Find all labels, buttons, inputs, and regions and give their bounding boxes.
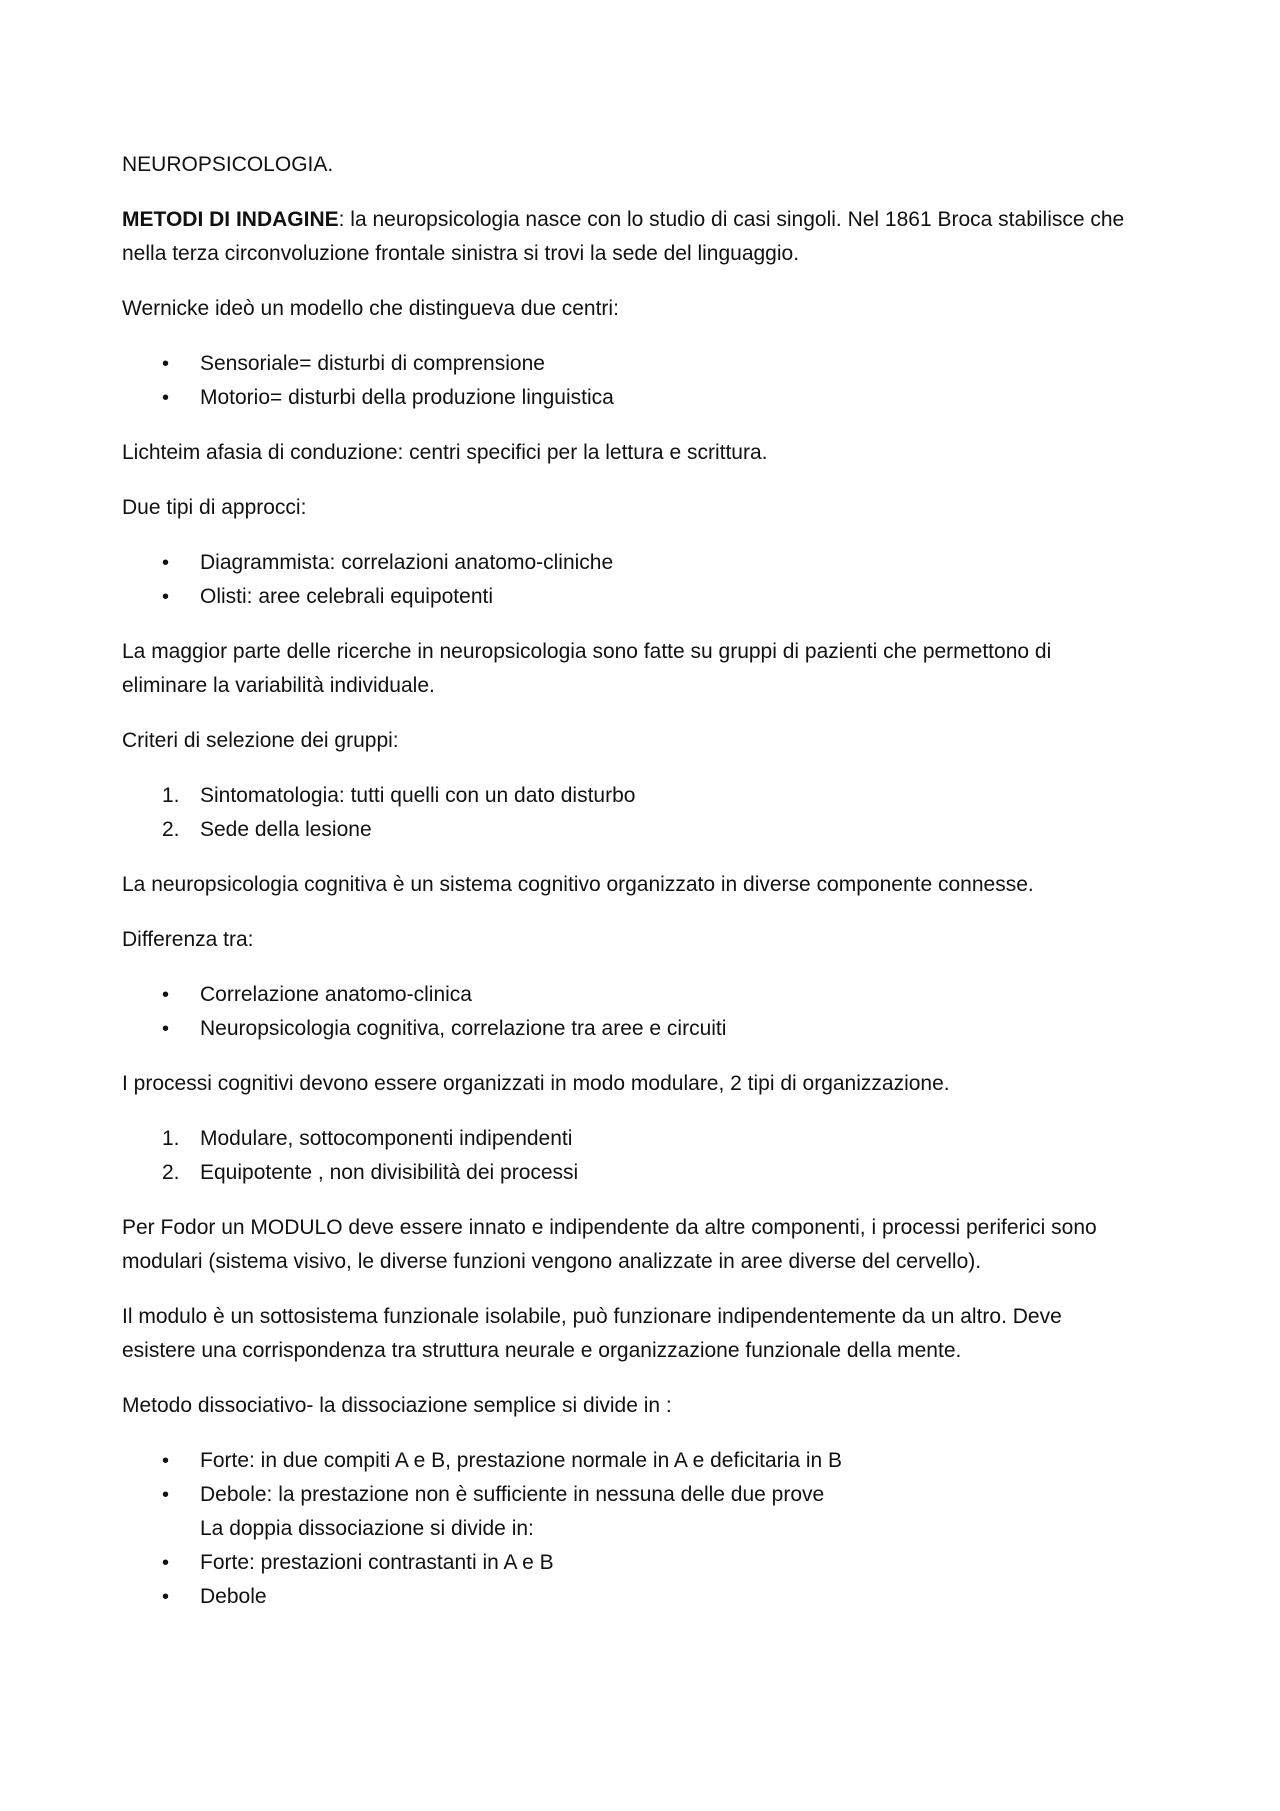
bullet-icon: • — [162, 1450, 170, 1472]
list-item: 2. Sede della lesione — [122, 813, 1140, 847]
list-item: • Sensoriale= disturbi di comprensione — [122, 347, 1140, 381]
section-heading-metodi: METODI DI INDAGINE — [122, 208, 339, 231]
list-item: • Diagrammista: correlazioni anatomo-cliniche — [122, 546, 1140, 580]
bullet-icon: • — [162, 1484, 170, 1506]
numbered-list-organizzazione — [122, 1122, 1140, 1190]
bullet-icon: • — [162, 353, 170, 375]
bullet-icon: • — [162, 1586, 170, 1608]
list-item: 2. Equipotente , non divisibilità dei processi — [122, 1156, 1140, 1190]
paragraph-metodi-di-indagine — [122, 203, 1140, 271]
bullet-icon: • — [162, 1552, 170, 1574]
paragraph-text: : la neuropsicologia nasce con lo studio di casi singoli. Nel 1861 Broca stabilisce che nella terza circonvoluzione frontale sinistra si trovi la sede del linguaggio. — [122, 208, 1125, 265]
list-item: 1. Modulare, sottocomponenti indipendenti — [122, 1122, 1140, 1156]
paragraph-wernicke: Wernicke ideò un modello che distingueva due centri: — [122, 297, 619, 320]
paragraph-modulo: Il modulo è un sottosistema funzionale isolabile, può funzionare indipendentemente da un altro. Deve esistere una corrispondenza tra struttura neurale e organizzazione funzionale della mente. — [122, 1305, 1062, 1362]
paragraph-ricerche: La maggior parte delle ricerche in neuropsicologia sono fatte su gruppi di pazienti che permettono di eliminare la variabilità individuale. — [122, 640, 1052, 697]
bullet-icon: • — [162, 387, 170, 409]
bullet-list-differenza — [122, 978, 1140, 1046]
document-title: NEUROPSICOLOGIA. — [122, 153, 334, 176]
list-number: 2. — [162, 818, 180, 841]
list-item: • Motorio= disturbi della produzione linguistica — [122, 381, 1140, 415]
paragraph-differenza: Differenza tra: — [122, 928, 254, 951]
list-item: • Neuropsicologia cognitiva, correlazione tra aree e circuiti — [122, 1012, 1140, 1046]
list-number: 1. — [162, 1127, 180, 1150]
bullet-list-centri — [122, 347, 1140, 415]
bullet-icon: • — [162, 984, 170, 1006]
paragraph-fodor: Per Fodor un MODULO deve essere innato e indipendente da altre componenti, i processi periferici sono modulari (sistema visivo, le diverse funzioni vengono analizzate in aree diverse del cervello). — [122, 1216, 1097, 1273]
list-item: • Debole: la prestazione non è sufficiente in nessuna delle due prove — [122, 1478, 1140, 1512]
list-number: 2. — [162, 1161, 180, 1184]
bullet-list-approcci — [122, 546, 1140, 614]
paragraph-criteri: Criteri di selezione dei gruppi: — [122, 729, 399, 752]
paragraph-lichteim: Lichteim afasia di conduzione: centri specifici per la lettura e scrittura. — [122, 441, 768, 464]
list-item: • Correlazione anatomo-clinica — [122, 978, 1140, 1012]
list-item: • Forte: in due compiti A e B, prestazione normale in A e deficitaria in B — [122, 1444, 1140, 1478]
paragraph-approcci: Due tipi di approcci: — [122, 496, 307, 519]
list-number: 1. — [162, 784, 180, 807]
bullet-icon: • — [162, 586, 170, 608]
bullet-icon: • — [162, 1018, 170, 1040]
paragraph-neuropsicologia-cognitiva: La neuropsicologia cognitiva è un sistema cognitivo organizzato in diverse componente connesse. — [122, 873, 1034, 896]
list-item: 1. Sintomatologia: tutti quelli con un dato disturbo — [122, 779, 1140, 813]
bullet-icon: • — [162, 552, 170, 574]
list-item: • Forte: prestazioni contrastanti in A e B — [122, 1546, 1140, 1580]
numbered-list-criteri — [122, 779, 1140, 847]
paragraph-processi-cognitivi: I processi cognitivi devono essere organizzati in modo modulare, 2 tipi di organizzazione. — [122, 1072, 950, 1095]
paragraph-metodo-dissociativo: Metodo dissociativo- la dissociazione semplice si divide in : — [122, 1394, 672, 1417]
list-item-continuation: La doppia dissociazione si divide in: — [200, 1517, 534, 1540]
list-item: • Debole — [122, 1580, 1140, 1614]
list-item: • Olisti: aree celebrali equipotenti — [122, 580, 1140, 614]
bullet-list-dissociazione — [122, 1444, 1140, 1614]
